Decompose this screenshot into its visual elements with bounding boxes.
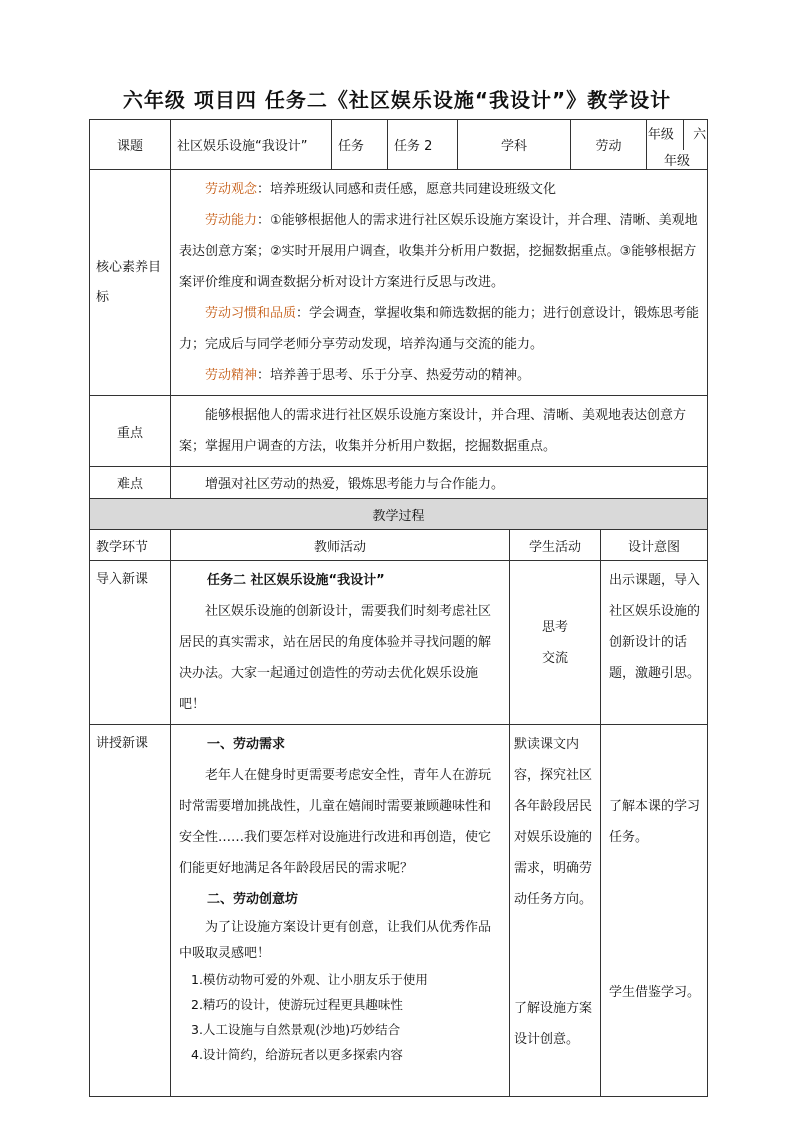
- topic-value: 社区娱乐设施“我设计”: [171, 120, 332, 170]
- key-point-content: [171, 396, 708, 467]
- subject-label: 学科: [458, 120, 571, 170]
- teach-teacher: [171, 725, 510, 1097]
- col-intent-header: 设计意图: [601, 530, 708, 561]
- list-item: 1.模仿动物可爱的外观、让小朋友乐于使用: [191, 972, 428, 987]
- grade-divider: [683, 120, 684, 150]
- difficulty-row: [90, 467, 708, 499]
- difficulty-content: [171, 467, 708, 499]
- core-item-text: ：培养善于思考、乐于分享、热爱劳动的精神。: [257, 368, 531, 383]
- list-item: 2.精巧的设计，使游玩过程更具趣味性: [191, 997, 403, 1012]
- teach-heading-1: 一、劳动需求: [207, 737, 286, 752]
- difficulty-label: 难点: [90, 467, 171, 499]
- core-item-head: 劳动能力: [205, 213, 258, 228]
- key-point-row: [90, 396, 708, 467]
- col-stage-header: 教学环节: [90, 530, 171, 561]
- list-item: 3.人工设施与自然景观(沙地)巧妙结合: [191, 1022, 401, 1037]
- core-item: [179, 298, 701, 360]
- core-item: [179, 205, 701, 298]
- list-item: 4.设计简约，给游玩者以更多探索内容: [191, 1047, 403, 1062]
- intro-text: 社区娱乐设施的创新设计，需要我们时刻考虑社区居民的真实需求，站在居民的角度体验并寻找问题的解决办法。大家一起通过创造性的劳动去优化娱乐设施吧！: [179, 604, 492, 712]
- core-item-text: ：①能够根据他人的需求进行社区娱乐设施方案设计，并合理、清晰、美观地表达创意方案；②实时开展用户调查，收集并分析用户数据，挖掘数据重点。③能够根据方案评价维度和调查数据分析对设计方案进行反思与改进。: [179, 213, 698, 290]
- teach-intent-text-1: 了解本课的学习任务。: [609, 799, 701, 845]
- core-item-head: 劳动习惯和品质: [205, 306, 297, 321]
- core-content: [171, 170, 708, 396]
- topic-label: 课题: [90, 120, 171, 170]
- intro-intent-text: 出示课题，导入社区娱乐设施的创新设计的话题，激趣引思。: [609, 573, 701, 681]
- difficulty-text: 增强对社区劳动的热爱，锻炼思考能力与合作能力。: [205, 477, 505, 492]
- intro-student-talk: 交流: [542, 650, 569, 666]
- teach-student-text-2: 了解设施方案设计创意。: [514, 1001, 593, 1047]
- grade-label: 年级: [647, 127, 674, 143]
- intro-heading: 任务二 社区娱乐设施“我设计”: [207, 573, 385, 588]
- task-value: 任务 2: [388, 120, 458, 170]
- core-label: 核心素养目标: [90, 170, 171, 396]
- page-title: 六年级 项目四 任务二《社区娱乐设施“我设计”》教学设计: [122, 88, 672, 112]
- teach-intent-text-2: 学生借鉴学习。: [609, 985, 701, 1000]
- grade-value: 六年级: [664, 127, 707, 169]
- teach-intent: [601, 725, 708, 1097]
- lesson-plan-table: [89, 119, 708, 1097]
- key-point-label: 重点: [90, 396, 171, 467]
- teach-student-text-1: 默读课文内容，探究社区各年龄段居民对娱乐设施的需求，明确劳动任务方向。: [514, 737, 593, 907]
- core-item-text: ：学会调查，掌握收集和筛选数据的能力；进行创意设计，锻炼思考能力；完成后与同学老师分享劳动发现，培养沟通与交流的能力。: [179, 306, 700, 352]
- column-header-row: [90, 530, 708, 561]
- intro-intent: [601, 561, 708, 725]
- core-item-head: 劳动观念: [205, 182, 258, 197]
- task-label: 任务: [332, 120, 388, 170]
- core-row: [90, 170, 708, 396]
- teach-text-1: 老年人在健身时更需要考虑安全性，青年人在游玩时常需要增加挑战性，儿童在嬉闹时需要兼顾趣味性和安全性……我们要怎样对设施进行改进和再创造，使它们能更好地满足各年龄段居民的需求呢？: [179, 768, 492, 876]
- inspiration-list: [179, 967, 503, 1067]
- core-item: [179, 174, 701, 205]
- col-student-header: 学生活动: [510, 530, 601, 561]
- key-point-text: 能够根据他人的需求进行社区娱乐设施方案设计，并合理、清晰、美观地表达创意方案；掌握用户调查的方法，收集并分析用户数据，挖掘数据重点。: [179, 408, 687, 454]
- teach-student: [510, 725, 601, 1097]
- core-item-text: ：培养班级认同感和责任感，愿意共同建设班级文化: [257, 182, 557, 197]
- grade-cell: [647, 120, 708, 170]
- core-item: [179, 360, 701, 391]
- teach-stage: 讲授新课: [90, 725, 171, 1097]
- core-item-head: 劳动精神: [205, 368, 258, 383]
- process-header-row: [90, 499, 708, 530]
- intro-stage: 导入新课: [90, 561, 171, 725]
- teach-heading-2: 二、劳动创意坊: [207, 892, 299, 907]
- intro-student: [510, 561, 601, 725]
- intro-teacher: [171, 561, 510, 725]
- col-teacher-header: 教师活动: [171, 530, 510, 561]
- teach-text-2: 为了让设施方案设计更有创意，让我们从优秀作品中吸取灵感吧！: [179, 920, 492, 961]
- teach-row: [90, 725, 708, 1097]
- process-header: 教学过程: [90, 499, 708, 530]
- intro-row: [90, 561, 708, 725]
- info-row: [90, 120, 708, 170]
- subject-value: 劳动: [571, 120, 647, 170]
- intro-student-think: 思考: [542, 619, 569, 635]
